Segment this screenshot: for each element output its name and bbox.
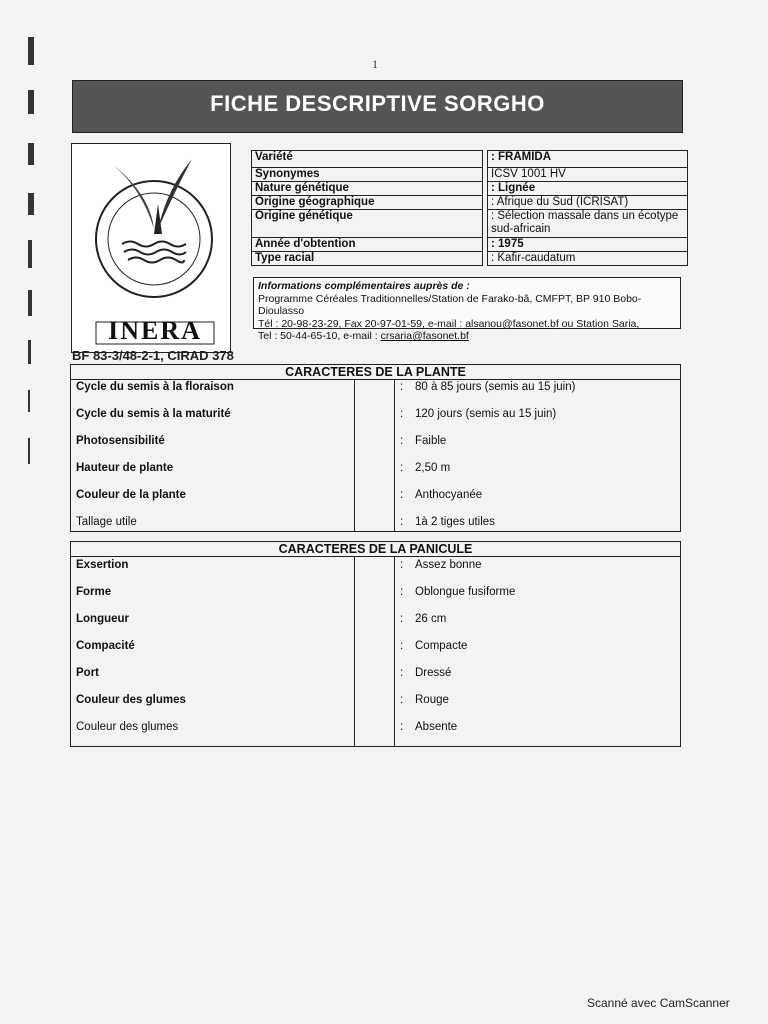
- row-value: Assez bonne: [415, 559, 482, 571]
- identity-row: [252, 151, 688, 168]
- binder-mark: [28, 390, 30, 412]
- row-label: Couleur des glumes: [76, 721, 179, 733]
- table-row: Couleur des glumes : Absente: [76, 721, 458, 733]
- row-value: 2,50 m: [415, 462, 451, 474]
- row-value: Rouge: [415, 694, 449, 706]
- contact-heading: Informations complémentaires auprès de :: [258, 280, 470, 292]
- page-number: 1: [372, 57, 378, 71]
- table-row: Hauteur de plante : 2,50 m: [76, 462, 451, 474]
- table-row: Compacité : Compacte: [76, 640, 468, 652]
- row-value: Absente: [415, 721, 458, 733]
- row-label: Photosensibilité: [76, 435, 165, 447]
- row-label: Cycle du semis à la floraison: [76, 381, 234, 393]
- identity-value: : Kafir-caudatum: [488, 252, 688, 266]
- identity-label: Synonymes: [252, 168, 483, 182]
- row-label: Exsertion: [76, 559, 129, 571]
- inera-logo: [71, 143, 231, 353]
- page-title: FICHE DESCRIPTIVE SORGHO: [72, 80, 683, 133]
- email-link[interactable]: crsaria@fasonet.bf: [380, 330, 469, 342]
- panicle-characteristics-table: [70, 541, 681, 747]
- contact-phone-fax: Tél : 20-98-23-29, Fax 20-97-01-59, e-mail :: [258, 317, 466, 330]
- identity-value: ICSV 1001 HV: [488, 168, 688, 182]
- variety-code: BF 83-3/48-2-1, CIRAD 378: [72, 348, 234, 363]
- row-label: Longueur: [76, 613, 130, 625]
- table-row: Tallage utile : 1à 2 tiges utiles: [76, 516, 495, 528]
- table-row: Photosensibilité : Faible: [76, 435, 447, 447]
- table-row: Cycle du semis à la floraison : 80 à 85 jours (semis au 15 juin): [76, 381, 576, 393]
- binder-mark: [28, 193, 34, 215]
- section-title: CARACTERES DE LA PLANTE: [71, 365, 680, 380]
- row-label: Forme: [76, 586, 112, 598]
- table-row: Longueur : 26 cm: [76, 613, 447, 625]
- row-value: Faible: [415, 435, 447, 447]
- binder-mark: [28, 290, 32, 316]
- binder-mark: [28, 240, 32, 268]
- row-label: Couleur des glumes: [76, 694, 186, 706]
- section-title: CARACTERES DE LA PANICULE: [71, 542, 680, 557]
- identity-value: : 1975: [488, 238, 688, 252]
- identity-value: : FRAMIDA: [488, 151, 688, 168]
- row-label: Cycle du semis à la maturité: [76, 408, 231, 420]
- identity-label: Année d'obtention: [252, 238, 483, 252]
- row-label: Tallage utile: [76, 516, 137, 528]
- identity-label: Nature génétique: [252, 182, 483, 196]
- row-value: 26 cm: [415, 613, 447, 625]
- table-row: Couleur de la plante : Anthocyanée: [76, 489, 483, 501]
- contact-line: Programme Céréales Traditionnelles/Station de Farako-bâ, CMFPT, BP 910 Bobo-Dioulasso: [258, 292, 642, 317]
- table-row: Cycle du semis à la maturité : 120 jours (semis au 15 juin): [76, 408, 557, 420]
- contact-station: ou Station Saria,: [558, 317, 640, 330]
- logo-wordmark: INERA: [108, 316, 202, 345]
- identity-value: : Afrique du Sud (ICRISAT): [488, 196, 688, 210]
- email-link[interactable]: alsanou@fasonet.bf: [465, 317, 559, 330]
- identity-row: [252, 168, 688, 182]
- row-label: Port: [76, 667, 99, 679]
- row-value: Anthocyanée: [415, 489, 483, 501]
- identity-value: : Sélection massale dans un écotype sud-africain: [488, 210, 688, 238]
- identity-row: [252, 210, 688, 238]
- binder-mark: [28, 37, 34, 65]
- identity-row: [252, 196, 688, 210]
- binder-mark: [28, 143, 34, 165]
- table-row: Couleur des glumes : Rouge: [76, 694, 449, 706]
- identity-value: : Lignée: [488, 182, 688, 196]
- row-value: 120 jours (semis au 15 juin): [415, 408, 557, 420]
- identity-row: [252, 182, 688, 196]
- contact-line: [258, 330, 676, 343]
- scanner-watermark: Scanné avec CamScanner: [587, 996, 730, 1010]
- binder-mark: [28, 340, 31, 364]
- row-label: Hauteur de plante: [76, 462, 174, 474]
- table-row: Exsertion : Assez bonne: [76, 559, 482, 571]
- identity-row: [252, 252, 688, 266]
- row-value: 80 à 85 jours (semis au 15 juin): [415, 381, 576, 393]
- table-row: Port : Dressé: [76, 667, 452, 679]
- identity-label: Variété: [252, 151, 483, 168]
- row-label: Compacité: [76, 640, 135, 652]
- row-value: Dressé: [415, 667, 452, 679]
- row-value: Oblongue fusiforme: [415, 586, 516, 598]
- row-value: Compacte: [415, 640, 468, 652]
- identity-label: Type racial: [252, 252, 483, 266]
- binder-mark: [28, 438, 30, 464]
- table-row: Forme : Oblongue fusiforme: [76, 586, 516, 598]
- contact-info-box: [253, 277, 681, 342]
- identity-label: Origine géographique: [252, 196, 483, 210]
- identity-table: [251, 150, 688, 266]
- identity-row: [252, 238, 688, 252]
- contact-line: [258, 318, 676, 331]
- contact-phone: Tel : 50-44-65-10, e-mail :: [258, 330, 381, 342]
- plant-characteristics-table: [70, 364, 681, 532]
- row-value: 1à 2 tiges utiles: [415, 516, 495, 528]
- row-label: Couleur de la plante: [76, 489, 186, 501]
- identity-label: Origine génétique: [252, 210, 483, 238]
- binder-mark: [28, 90, 34, 114]
